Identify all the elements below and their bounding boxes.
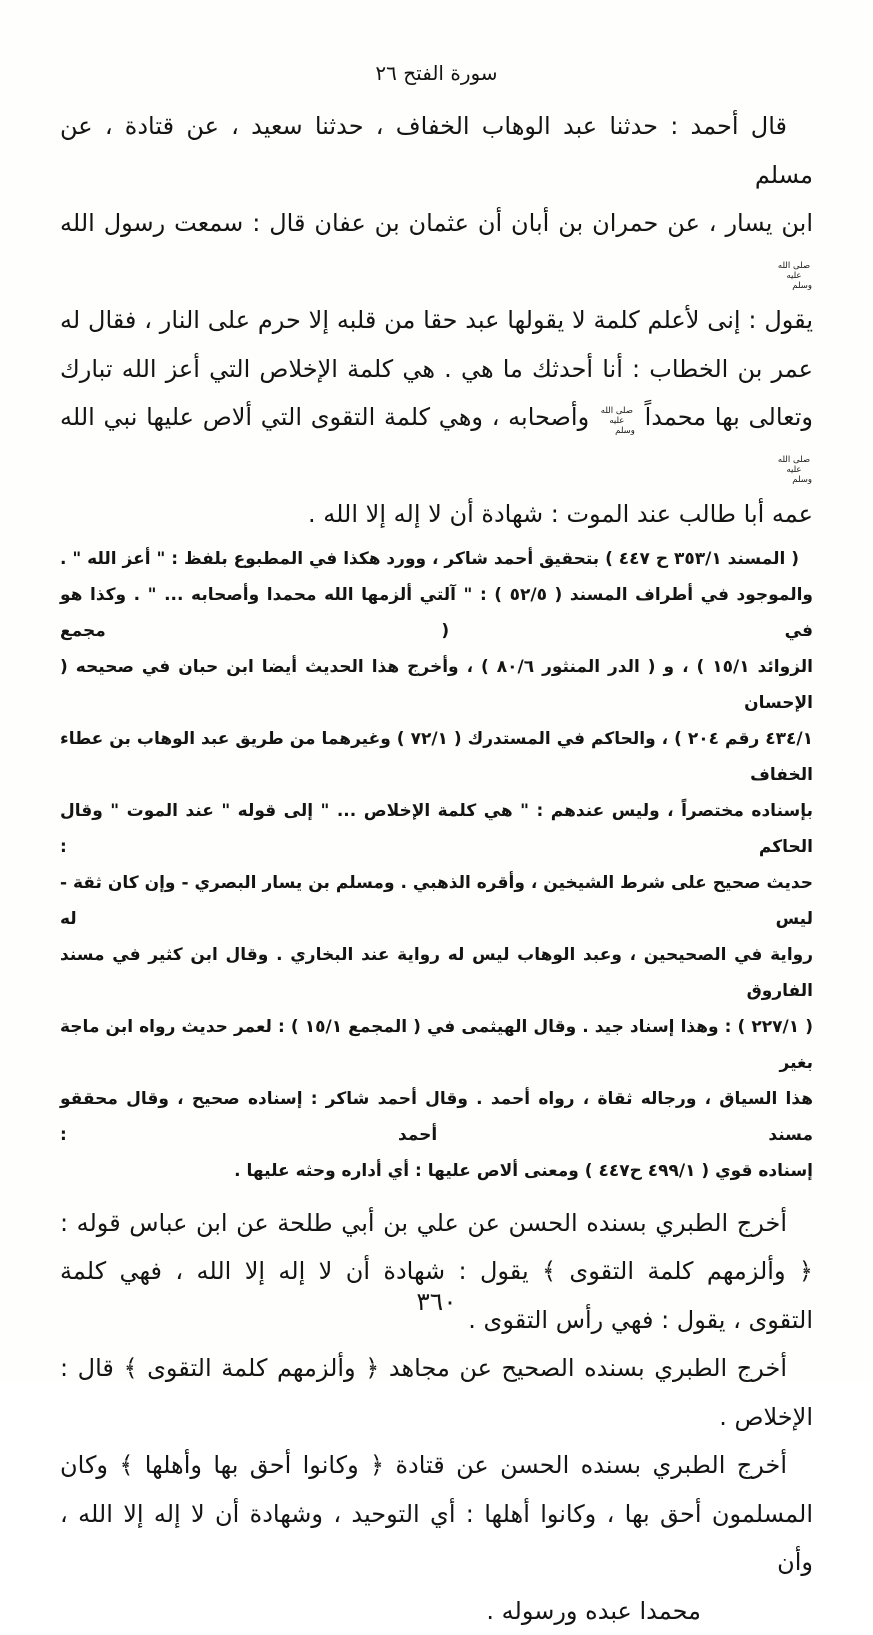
footnote-line: رواية في الصحيحين ، وعبد الوهاب ليس له رواية عند البخاري . وقال ابن كثير في مسند الفاروق <box>60 937 813 1009</box>
tabari-ibn-abbas-paragraph <box>60 1199 813 1345</box>
body-text-line: وتعالى بها محمداً صلى الله عليه وسلم وأصحابه ، وهي كلمة التقوى التي ألاص عليها نبي الله صلى الله عليه وسلم <box>60 393 813 490</box>
footnote-block <box>60 541 813 1189</box>
body-text-line: قال أحمد : حدثنا عبد الوهاب الخفاف ، حدثنا سعيد ، عن قتادة ، عن مسلم <box>60 102 813 199</box>
body-text-line: ابن يسار ، عن حمران بن أبان أن عثمان بن عفان قال : سمعت رسول الله صلى الله عليه وسلم <box>60 199 813 296</box>
body-text-line: التقوى ، يقول : فهي رأس التقوى . <box>60 1296 813 1345</box>
body-text-line: عمه أبا طالب عند الموت : شهادة أن لا إله إلا الله . <box>60 490 813 539</box>
body-text-line: محمدا عبده ورسوله . <box>60 1587 813 1635</box>
footnote-line: إسناده قوي ( ٤٩٩/١ ح٤٤٧ ) ومعنى ألاص عليها : أي أداره وحثه عليها . <box>60 1153 813 1189</box>
footnote-line: بإسناده مختصراً ، وليس عندهم : " هي كلمة الإخلاص ... " إلى قوله " عند الموت " وقال الحاكم : <box>60 793 813 865</box>
footnote-line: ( المسند ٣٥٣/١ ح ٤٤٧ ) بتحقيق أحمد شاكر ، وورد هكذا في المطبوع بلفظ : " أعز الله " . <box>60 541 813 577</box>
footnote-line: ( ٢٢٧/١ ) : وهذا إسناد جيد . وقال الهيثمى في ( المجمع ١٥/١ ) : لعمر حديث رواه ابن ماجة بغير <box>60 1009 813 1081</box>
body-text-line: عمر بن الخطاب : أنا أحدثك ما هي . هي كلمة الإخلاص التي أعز الله تبارك <box>60 345 813 394</box>
page-header-surah-title: سورة الفتح ٢٦ <box>60 58 813 88</box>
footnote-line: الزوائد ١٥/١ ) ، و ( الدر المنثور ٨٠/٦ ) ، وأخرج هذا الحديث أيضا ابن حبان في صحيحه ( الإحسان <box>60 649 813 721</box>
body-text-line: المسلمون أحق بها ، وكانوا أهلها : أي التوحيد ، وشهادة أن لا إله إلا الله ، وأن <box>60 1490 813 1587</box>
footnote-line: ٤٣٤/١ رقم ٢٠٤ ) ، والحاكم في المستدرك ( ٧٢/١ ) وغيرهما من طريق عبد الوهاب بن عطاء الخفاف <box>60 721 813 793</box>
pbuh-stamp: صلى الله عليه وسلم <box>776 262 812 291</box>
body-text-line: ﴿ وألزمهم كلمة التقوى ﴾ يقول : شهادة أن لا إله إلا الله ، فهي كلمة <box>60 1247 813 1296</box>
body-text-line: أخرج الطبري بسنده الصحيح عن مجاهد ﴿ وألزمهم كلمة التقوى ﴾ قال : <box>60 1344 813 1393</box>
pbuh-stamp: صلى الله عليه وسلم <box>599 407 635 436</box>
footnote-line: هذا السياق ، ورجاله ثقاة ، رواه أحمد . وقال أحمد شاكر : إسناده صحيح ، وقال محققو مسند أحمد : <box>60 1081 813 1153</box>
body-text-line: الإخلاص . <box>60 1393 813 1442</box>
tabari-mujahid-paragraph <box>60 1344 813 1441</box>
footnote-line: حديث صحيح على شرط الشيخين ، وأقره الذهبي . ومسلم بن يسار البصري - وإن كان ثقة - ليس له <box>60 865 813 937</box>
page-number: ٣٦٠ <box>0 1287 873 1316</box>
body-text-line: أخرج الطبري بسنده الحسن عن علي بن أبي طلحة عن ابن عباس قوله : <box>60 1199 813 1248</box>
footnote-line: والموجود في أطراف المسند ( ٥٢/٥ ) : " آلتي ألزمها الله محمدا وأصحابه ... " . وكذا هو في ( مجمع <box>60 577 813 649</box>
tabari-qatada-paragraph <box>60 1441 813 1635</box>
body-text-line: يقول : إنى لأعلم كلمة لا يقولها عبد حقا من قلبه إلا حرم على النار ، فقال له <box>60 296 813 345</box>
hadith-ahmad-paragraph <box>60 102 813 539</box>
body-text-line: أخرج الطبري بسنده الحسن عن قتادة ﴿ وكانوا أحق بها وأهلها ﴾ وكان <box>60 1441 813 1490</box>
pbuh-stamp: صلى الله عليه وسلم <box>776 456 812 485</box>
